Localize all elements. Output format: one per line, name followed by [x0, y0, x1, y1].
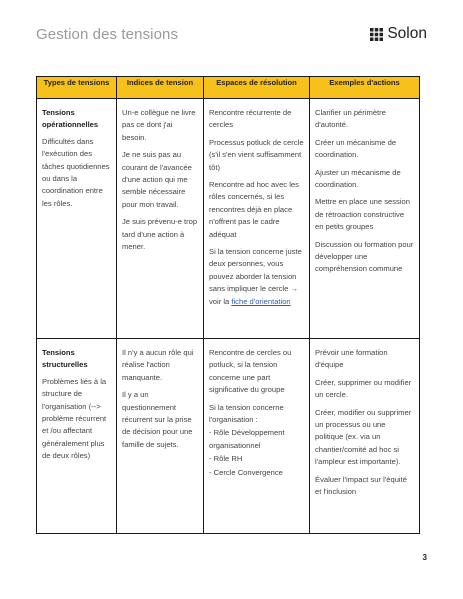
exemple-item: Créer, modifier ou supprimer un processus ou une politique (ex. via un chantier/comité ad hoc si l'ampleur est importante). [315, 407, 412, 467]
exemple-item: Ajuster un mécanisme de coordination. [315, 167, 401, 190]
header-exemples: Exemples d'actions [310, 77, 420, 99]
header-types: Types de tensions [37, 77, 117, 99]
exemple-item: Créer un mécanisme de coordination. [315, 137, 397, 160]
page-number: 3 [422, 553, 427, 562]
espace-item: - Cercle Convergence [209, 467, 283, 477]
espace-item: Rencontre de cercles ou potluck, si la tension concerne une part significative du groupe [209, 348, 292, 395]
indices-cell [117, 339, 204, 534]
type-title: Tensions structurelles [42, 348, 88, 370]
exemple-item: Créer, supprimer ou modifier un cercle. [315, 377, 412, 400]
indice-item: Je suis prévenu-e trop tard d'une action à mener. [122, 217, 198, 252]
indice-item: Il n'y a aucun rôle qui réalise l'action manquante. [122, 348, 194, 382]
type-cell [37, 99, 117, 339]
type-cell [37, 339, 117, 534]
type-title: Tensions opérationnelles [42, 108, 99, 130]
espace-item: - Rôle Développement organisationnel [209, 428, 285, 450]
document-title: Gestion des tensions [36, 26, 179, 43]
exemple-item: Mettre en place une session de rétroaction constructive en petits groupes [315, 197, 410, 232]
type-description: Difficultés dans l'exécution des tâches quotidiennes ou dans la coordination entre les rôles. [42, 136, 110, 208]
espaces-cell [204, 339, 310, 534]
exemple-item: Clarifier un périmètre d'autorité. [315, 108, 386, 130]
exemples-cell [310, 339, 420, 534]
espace-item: Rencontre récurrente de cercles [209, 108, 292, 130]
brand [370, 25, 427, 43]
espace-item: Si la tension concerne l'organisation : [209, 402, 284, 425]
exemples-cell [310, 99, 420, 339]
table-header-row [37, 77, 420, 99]
exemple-item: Évaluer l'impact sur l'équité et l'inclusion [315, 474, 407, 497]
espace-item [209, 246, 304, 308]
indices-cell [117, 99, 204, 339]
indice-item: Je ne suis pas au courant de l'avancée d'une action qui me semble nécessaire pour mon travail. [122, 150, 192, 209]
fiche-orientation-link[interactable]: fiche d'orientation [231, 296, 291, 306]
exemple-item: Discussion ou formation pour développer une compréhension commune [315, 239, 414, 274]
solon-logo-grid-icon [370, 28, 383, 41]
indice-item: Un-e collègue ne livre pas ce dont j'ai besoin. [122, 108, 196, 142]
espace-item: Rencontre ad hoc avec les rôles concernés, si les rencontres déjà en place n'offrent pas le cadre adéquat [209, 180, 299, 239]
espace-item: Processus potluck de cercle (s'il s'en vient suffisamment tôt) [209, 137, 304, 172]
type-description: Problèmes liés à la structure de l'organisation (--> problème récurrent et /ou affectant généralement plus de deux rôles) [42, 376, 107, 461]
exemple-item: Prévoir une formation d'équipe [315, 348, 388, 370]
brand-name: Solon [387, 25, 427, 42]
table-row [37, 99, 420, 339]
indice-item: Il y a un questionnement récurrent sur la prise de décision pour une famille de sujets. [122, 390, 193, 449]
table-row [37, 339, 420, 534]
espace-text: Si la tension concerne juste deux personnes, vous pouvez aborder la tension sans impliquer le cercle → voir la [209, 247, 302, 306]
header-espaces: Espaces de résolution [204, 77, 310, 99]
espace-item: - Rôle RH [209, 454, 243, 464]
tensions-table [36, 76, 420, 534]
header-indices: Indices de tension [117, 77, 204, 99]
espaces-cell [204, 99, 310, 339]
